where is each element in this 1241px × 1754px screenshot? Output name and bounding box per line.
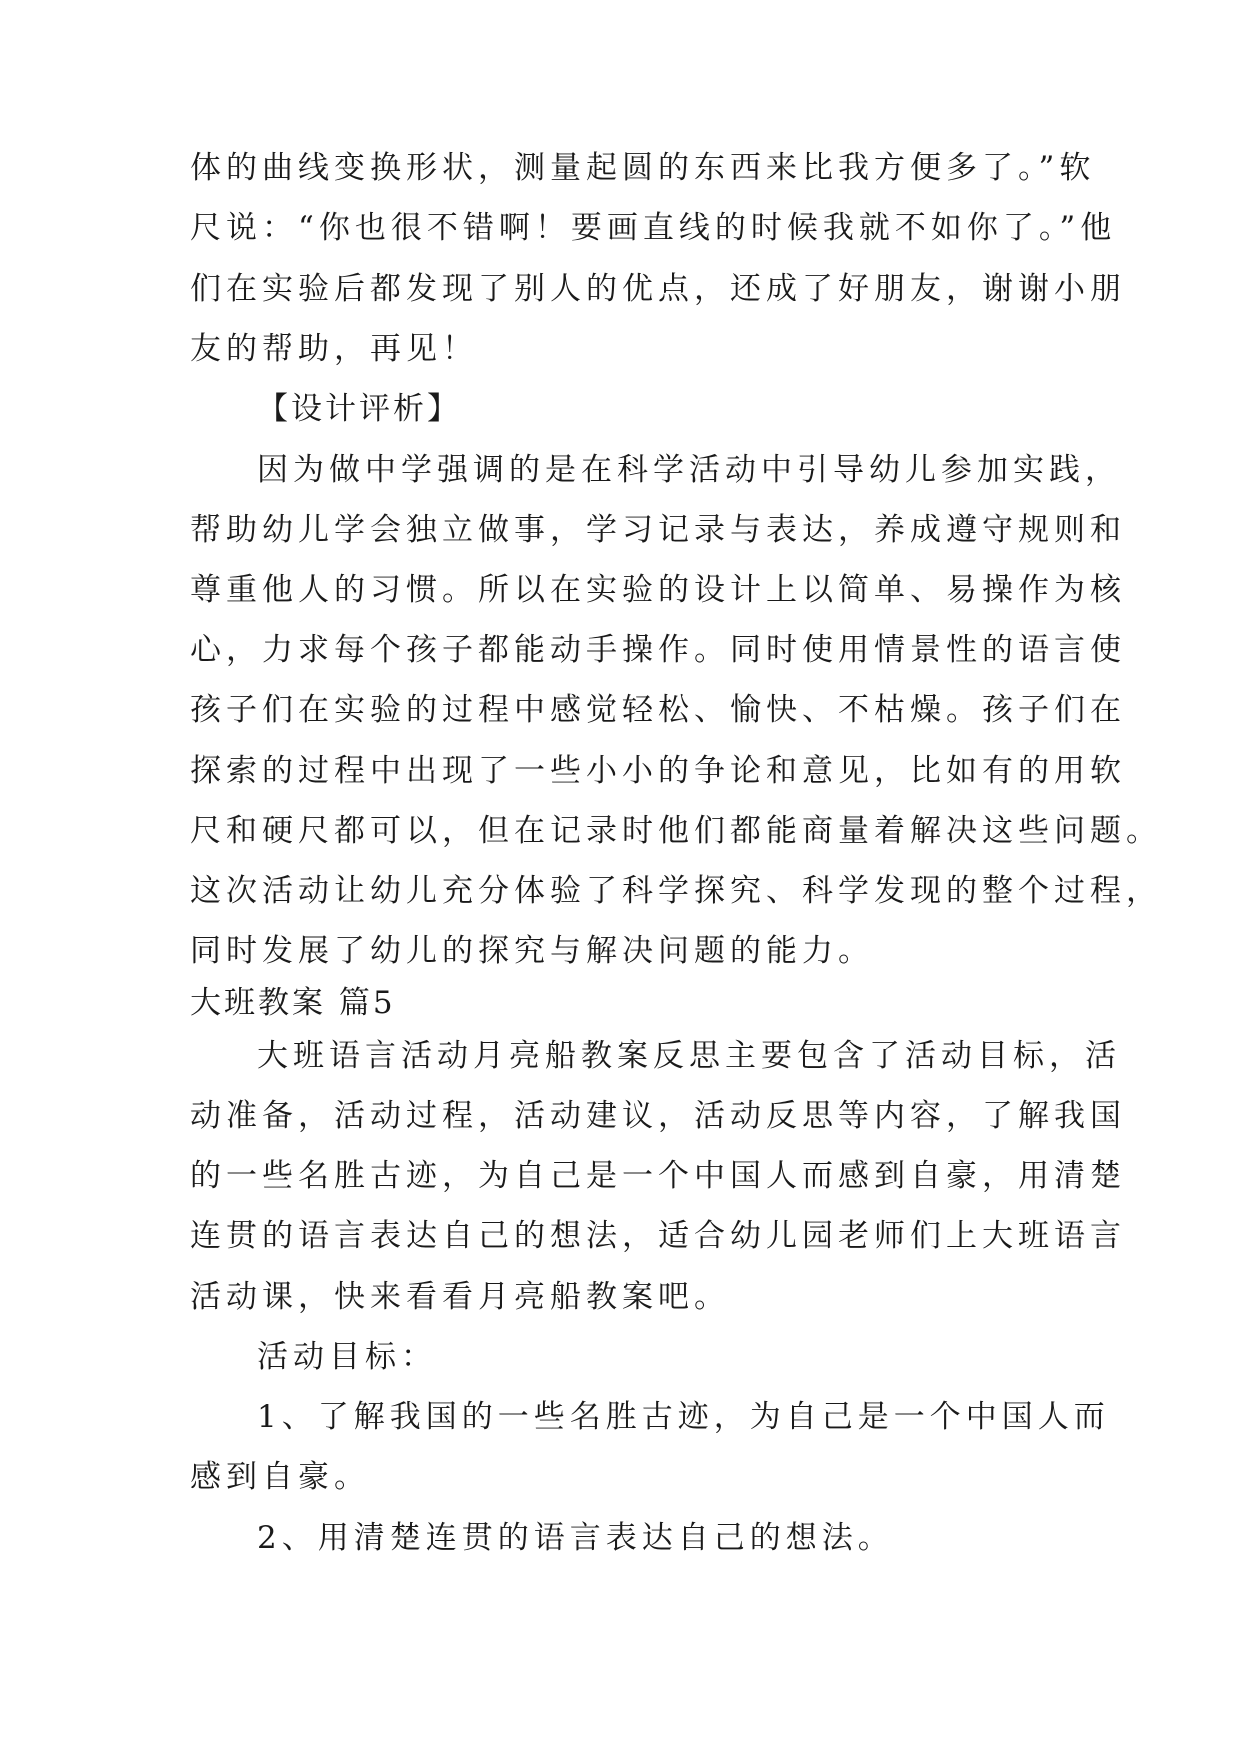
text-line: 们在实验后都发现了别人的优点，还成了好朋友，谢谢小朋 xyxy=(190,271,1126,307)
text-line: 动准备，活动过程，活动建议，活动反思等内容，了解我国 xyxy=(190,1098,1126,1134)
text-line: 因为做中学强调的是在科学活动中引导幼儿参加实践， xyxy=(257,452,1121,488)
text-line: 心，力求每个孩子都能动手操作。同时使用情景性的语言使 xyxy=(190,632,1126,668)
text-line: 尺和硬尺都可以，但在记录时他们都能商量着解决这些问题。 xyxy=(190,813,1162,849)
goals-title: 活动目标： xyxy=(257,1339,437,1375)
section-title-design-analysis: 【设计评析】 xyxy=(257,391,461,427)
text-line: 的一些名胜古迹，为自己是一个中国人而感到自豪，用清楚 xyxy=(190,1158,1126,1194)
text-line: 帮助幼儿学会独立做事，学习记录与表达，养成遵守规则和 xyxy=(190,512,1126,548)
text-line: 探索的过程中出现了一些小小的争论和意见，比如有的用软 xyxy=(190,753,1126,789)
text-line: 体的曲线变换形状，测量起圆的东西来比我方便多了。”软 xyxy=(190,150,1096,186)
section-heading: 大班教案 篇5 xyxy=(190,985,396,1021)
text-line: 活动课，快来看看月亮船教案吧。 xyxy=(190,1279,730,1315)
text-line: 友的帮助，再见！ xyxy=(190,331,478,367)
goal-item: 1、了解我国的一些名胜古迹，为自己是一个中国人而 xyxy=(257,1399,1110,1435)
text-line: 大班语言活动月亮船教案反思主要包含了活动目标，活 xyxy=(257,1038,1121,1074)
text-line: 尺说：“你也很不错啊！要画直线的时候我就不如你了。”他 xyxy=(190,210,1117,246)
goal-item: 2、用清楚连贯的语言表达自己的想法。 xyxy=(257,1520,894,1556)
text-line: 尊重他人的习惯。所以在实验的设计上以简单、易操作为核 xyxy=(190,572,1126,608)
text-line: 这次活动让幼儿充分体验了科学探究、科学发现的整个过程， xyxy=(190,873,1162,909)
text-line: 孩子们在实验的过程中感觉轻松、愉快、不枯燥。孩子们在 xyxy=(190,692,1126,728)
goal-item-continuation: 感到自豪。 xyxy=(190,1459,370,1495)
text-line: 连贯的语言表达自己的想法，适合幼儿园老师们上大班语言 xyxy=(190,1218,1126,1254)
text-line: 同时发展了幼儿的探究与解决问题的能力。 xyxy=(190,933,874,969)
